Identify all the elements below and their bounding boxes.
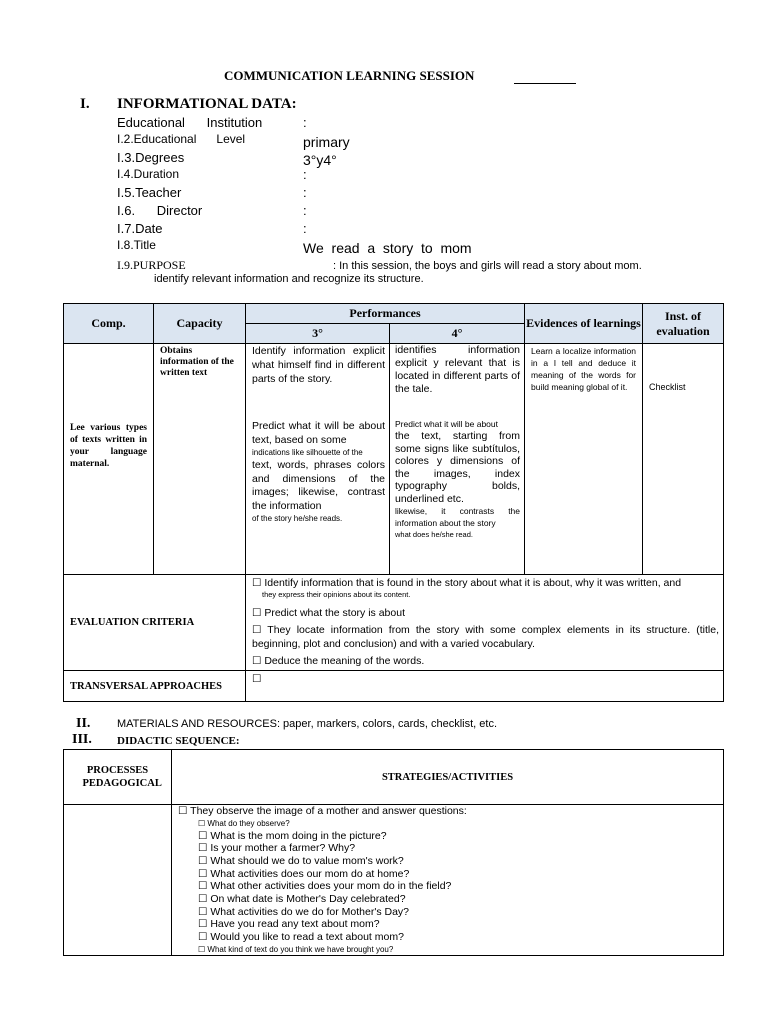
question-text: Have you read any text about mom?: [210, 918, 380, 931]
document-title: COMMUNICATION LEARNING SESSION: [224, 68, 475, 83]
question-item: [198, 855, 723, 868]
checkbox-icon: ☐: [198, 918, 208, 931]
checkbox-icon: ☐: [198, 931, 208, 944]
performance-4-likewise: likewise, it contrasts the information about the story: [395, 506, 521, 528]
didactic-sequence-table: [63, 749, 724, 956]
criteria-1-continued: they express their opinions about its content.: [262, 590, 411, 599]
checkbox-icon: ☐: [198, 880, 208, 893]
question-text: What activities does our mom do at home?: [210, 867, 410, 880]
transversal-approaches-cell: [246, 671, 724, 702]
instrument-text: Checklist: [649, 382, 686, 392]
checkbox-icon: ☐: [178, 805, 188, 817]
question-item: [198, 868, 723, 881]
checkbox-icon: ☐: [252, 655, 262, 667]
materials-text: MATERIALS AND RESOURCES: paper, markers, colors, cards, checklist, etc.: [117, 718, 498, 730]
question-item: [198, 842, 723, 855]
info-colon-1: :: [303, 115, 307, 130]
question-item: [198, 906, 723, 919]
info-value-2: primary: [303, 134, 350, 150]
activity-intro: [178, 805, 723, 818]
competence-table: [63, 303, 724, 702]
checkbox-icon: ☐: [198, 867, 208, 880]
header-grade-4: 4°: [390, 324, 525, 344]
question-item: [198, 918, 723, 931]
question-text: What other activities does your mom do in the field?: [210, 880, 452, 893]
info-colon-4: :: [303, 167, 307, 182]
header-processes: PROCESSES PEDAGOGICAL: [82, 765, 162, 789]
criteria-item-2: [252, 607, 719, 620]
info-colon-5: :: [303, 185, 307, 200]
question-text: Is your mother a farmer? Why?: [210, 842, 356, 855]
performance-4-predict-cont: the text, starting from some signs like subtítulos, colores y dimensions of the images, index typography bolds, underlined etc.: [395, 430, 521, 505]
question-text: What is the mom doing in the picture?: [210, 829, 387, 842]
criteria-3-text: They locate information from the story with some complex elements in its structure. (title, beginning, plot and conclusion) and with a varied vocabulary.: [252, 624, 720, 650]
capacity-cell: [154, 344, 246, 575]
question-item: [198, 830, 723, 843]
checkbox-icon: ☐: [198, 905, 208, 918]
question-text: Would you like to read a text about mom?: [210, 931, 404, 944]
info-colon-6: :: [303, 203, 307, 218]
question-list: [198, 818, 723, 955]
question-item: [198, 931, 723, 944]
strategies-cell: [172, 805, 724, 956]
purpose-text: : In this session, the boys and girls will read a story about mom.: [333, 260, 642, 272]
header-comp: Comp.: [64, 304, 154, 344]
performance-3-predict: Predict what it will be about text, based on some: [252, 420, 385, 446]
evidence-cell: [525, 344, 643, 575]
header-strategies: STRATEGIES/ACTIVITIES: [381, 771, 514, 783]
competence-text: Lee various types of texts written in your language maternal.: [70, 423, 147, 469]
question-text: On what date is Mother's Day celebrated?: [210, 893, 406, 906]
criteria-item-1: [252, 577, 719, 590]
checkbox-icon: ☐: [252, 607, 262, 619]
question-item: [198, 818, 723, 830]
evaluation-criteria-cell: [246, 575, 724, 671]
checkbox-icon: ☐: [198, 829, 208, 842]
header-evidences: Evidences of learnings: [525, 304, 643, 344]
info-label-3: I.3.Degrees: [117, 150, 185, 165]
criteria-item-4: [252, 655, 719, 668]
performance-grade-4-cell: [390, 344, 525, 575]
info-label-1: Educational Institution: [117, 115, 263, 130]
checkbox-icon: ☐: [252, 673, 262, 685]
section-1-title: INFORMATIONAL DATA:: [117, 96, 297, 112]
performance-3-explicit: Identify information explicit what himself find in different parts of the story.: [252, 345, 385, 385]
header-performances: Performances: [246, 304, 525, 324]
info-label-7: I.7.Date: [117, 221, 163, 236]
section-2-number: II.: [76, 716, 91, 731]
criteria-item-3: [252, 624, 719, 651]
evaluation-criteria-label: EVALUATION CRITERIA: [70, 617, 195, 628]
performance-3-predict-end: of the story he/she reads.: [252, 514, 343, 523]
section-1-number: I.: [80, 96, 90, 112]
info-value-3: 3°y4°: [303, 152, 337, 168]
info-label-5: I.5.Teacher: [117, 185, 182, 200]
transversal-label-cell: [64, 671, 246, 702]
info-colon-7: :: [303, 221, 307, 236]
section-3-number: III.: [72, 732, 92, 747]
title-underline: [514, 83, 576, 84]
process-cell: [64, 805, 172, 956]
checkbox-icon: ☐: [198, 944, 206, 954]
criteria-4-text: Deduce the meaning of the words.: [264, 655, 425, 667]
performance-4-explicit: identifies information explicit y relevant that is located in different parts of the tale.: [395, 344, 521, 395]
transversal-approaches-label: TRANSVERSAL APPROACHES: [70, 680, 222, 692]
header-grade-3: 3°: [246, 324, 390, 344]
header-processes-cell: [64, 750, 172, 805]
info-label-6: I.6. Director: [117, 203, 203, 218]
performance-3-predict-cont: text, words, phrases colors and dimensions of the images; likewise, contrast the information: [252, 459, 385, 512]
info-value-8: We read a story to mom: [303, 240, 472, 256]
question-item: [198, 944, 723, 956]
header-instrument: Inst. of evaluation: [643, 304, 724, 344]
checkbox-icon: ☐: [198, 854, 208, 867]
instrument-cell: [643, 344, 724, 575]
question-item: [198, 880, 723, 893]
purpose-label: I.9.PURPOSE: [117, 258, 186, 272]
info-label-2: I.2.Educational Level: [117, 132, 246, 146]
capacity-text: Obtains information of the written text: [160, 346, 234, 378]
header-capacity: Capacity: [154, 304, 246, 344]
performance-4-predict: Predict what it will be about: [395, 419, 498, 429]
question-text: What activities do we do for Mother's Day?: [210, 905, 410, 918]
question-text: What should we do to value mom's work?: [210, 854, 404, 867]
question-text: What kind of text do you think we have brought you?: [207, 944, 394, 954]
criteria-1-text: Identify information that is found in the story about what it is about, why it was written, and: [264, 577, 682, 589]
evidence-text: Learn a localize information in a I tell and deduce it meaning of the words for build meaning global of it.: [531, 346, 637, 392]
info-label-8: I.8.Title: [117, 238, 156, 252]
question-item: [198, 893, 723, 906]
header-strategies-cell: [172, 750, 724, 805]
criteria-2-text: Predict what the story is about: [264, 607, 405, 619]
evaluation-criteria-label-cell: [64, 575, 246, 671]
checkbox-icon: ☐: [252, 577, 262, 589]
checkbox-icon: ☐: [252, 624, 262, 636]
checkbox-icon: ☐: [198, 842, 208, 855]
performance-grade-3-cell: [246, 344, 390, 575]
didactic-sequence-title: DIDACTIC SEQUENCE:: [117, 735, 240, 747]
checkbox-icon: ☐: [198, 819, 206, 828]
activity-intro-text: They observe the image of a mother and answer questions:: [190, 805, 467, 817]
competence-cell: [64, 344, 154, 575]
checkbox-icon: ☐: [198, 893, 208, 906]
info-label-4: I.4.Duration: [117, 167, 180, 181]
purpose-text-continued: identify relevant information and recognize its structure.: [154, 273, 424, 285]
performance-3-predict-small: indications like silhouette of the: [252, 448, 363, 457]
question-text: What do they observe?: [207, 819, 290, 828]
performance-4-end: what does he/she read.: [395, 530, 473, 539]
